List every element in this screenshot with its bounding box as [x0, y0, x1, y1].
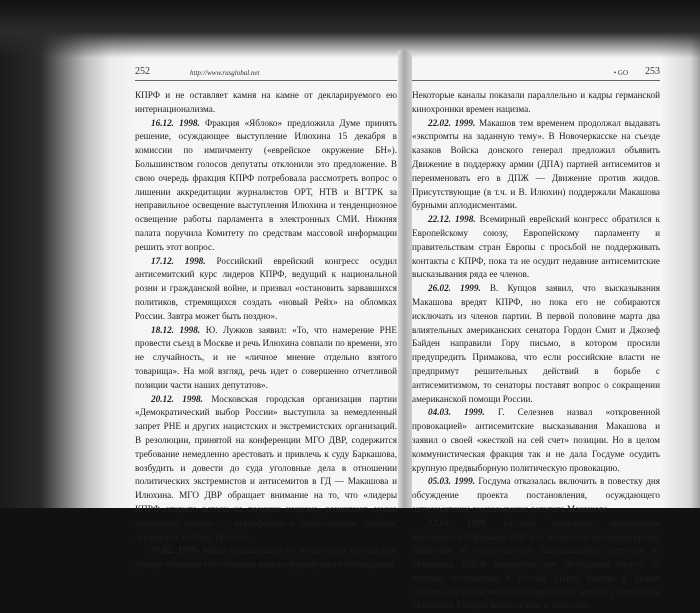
entry-date: 16.12. 1998.	[151, 117, 200, 128]
paragraph-text: Фракция «Яблоко» предложила Думе принять решение, осуждающее выступление Илюхина 15 декабря в комиссии по импичменту («еврейское окружение БН»). Большинством голосов депутаты отклонили это предложение. В свою очередь фракция КПРФ потребовала рассмотреть вопрос о лишении аккредитации журналистов ОРТ, НТВ и ВГТРК за неправильное освещение выступления Илюхина и тенденциозное освещение работы парламента в электронных СМИ. Нижняя палата поручила Комитету по средствам массовой информации решить этот вопрос.	[135, 117, 397, 252]
paragraph	[412, 475, 660, 516]
entry-date: 04.03. 1999.	[428, 407, 485, 418]
left-page	[135, 62, 398, 570]
entry-date: 20.12. 1998.	[151, 393, 203, 404]
paragraph	[412, 517, 660, 613]
paragraph	[412, 213, 660, 282]
paragraph-text: Московская городская организация партии «Демократический выбор России» выступила за немедленный запрет РНЕ и других нацистских и экстремистских организаций. В резолюции, принятой на конференции МГО ДВР, содержится требование немедленно арестовать и привлечь к суду Баркашова, возбудить и довести до суда уголовные дела в отношении политических экстремистов и антисемитов в ГД — Макашова и Илюхина. МГО ДВР обращает внимание на то, что «лидеры КПРФ открыто встали на позиции нацизма, разжигают самые низменные чувства — ксенофобию и антисемитизм, требуют ограничить свободу прессы».	[135, 393, 397, 542]
paragraph-text: Всемирный еврейский конгресс обратился к Европейскому союзу, Европейскому парламенту и правительствам стран Европы с просьбой не поддерживать контакты с КПРФ, пока та не осудит недавние антисемитские высказывания ряда ее членов.	[412, 214, 661, 280]
entry-date: 26.02. 1999.	[428, 283, 481, 294]
paragraph	[412, 406, 660, 475]
paragraph-text: Ю. Лужков заявил: «То, что намерение РНЕ провести съезд в Москве и речь Илюхина совпали по времени, это не случайность, и не «личное мнение отдельно взятого товарища». На мой взгляд, речь идет о совершенно отчетливой позиции части наших депутатов».	[135, 324, 398, 390]
paragraph-text: КПРФ и не оставляет камня на камне от декларируемого ею интернационализма.	[135, 90, 397, 114]
paragraph-text: Макашов тем временем продолжал выдавать «экспромты на заданную тему». В Новочеркасске на съезде казаков Войска донского генерал предложил объявить Движение в поддержку армии (ДПА) партией антисемитов и переименовать его в ДПЖ — Движение против жидов. Присутствующие (в т.ч. и В. Илюхин) поддержали Макашова бурными аплодисментами.	[412, 117, 661, 211]
page-number: 252	[135, 66, 150, 77]
paragraph-text: Российский еврейский конгресс осудил антисемитский курс лидеров КПРФ, ведущий к национальной розни и гражданской войне, и призвал «остановить зарвавшихся политиков, стремящихся создать «новый Рейх» на обломках России. Завтра может быть поздно».	[135, 255, 397, 321]
paragraph	[135, 393, 397, 545]
running-url: http://www.rusglobal.net	[190, 69, 260, 77]
right-page-body	[412, 89, 660, 613]
paragraph	[412, 89, 660, 117]
paragraph-text: Госдума отклонила предложение парламентской фракции НДР рассмотреть на заседании проект заявления об антисемитских высказываниях депутата А. Макашова. КПРФ выдвинула для обсуждения вопрос об истоках экстремизма в России. Перед входом в здание Госдумы собрался несанкционированный митинг сторонников Макашова. Генерал вышел к ним и несколько	[412, 517, 661, 611]
paragraph	[135, 89, 397, 117]
entry-date: 18.12. 1998.	[151, 324, 201, 335]
left-page-body	[135, 89, 397, 572]
entry-date: 17.03. 1999.	[428, 517, 488, 528]
entry-date: 22.02. 1999.	[428, 117, 476, 128]
right-page	[412, 62, 661, 611]
entry-date: 05.03. 1999.	[428, 476, 475, 487]
entry-date: 07.02. 1999.	[151, 545, 199, 556]
paragraph	[135, 324, 397, 393]
paragraph-text: Г. Селезнев назвал «откровенной провокацией» антисемитские высказывания Макашова и заявил о своей «жесткой на сей счет» позиции. Но в целом коммунистическая фракция так и не дала Госдуме осудить крупную предвыборную политическую провокацию.	[412, 407, 660, 473]
right-page-header	[412, 62, 660, 81]
entry-date: 22.12. 1998.	[428, 214, 476, 225]
paragraph-text: Марш баркашовцев по воскресным московским улицам показали все основные каналы французского телевидения.	[135, 545, 398, 570]
paragraph	[135, 544, 397, 572]
left-page-header	[135, 62, 397, 81]
paragraph	[412, 117, 660, 214]
paragraph	[412, 282, 660, 406]
page-number: 253	[645, 66, 660, 77]
paragraph-text: Госдума отказалась включить в повестку дня обсуждение проекта постановления, осуждающего антисемитские высказывания депутата Макашова.	[412, 476, 661, 514]
paragraph	[135, 255, 397, 324]
paragraph-text: Некоторые каналы показали параллельно и кадры германской кинохроники времен нацизма.	[412, 90, 660, 114]
book-gutter	[398, 50, 412, 508]
paragraph-text: В. Купцов заявил, что высказывания Макашова вредят КПРФ, но пока его не собираются исключать из членов партии. В первой половине марта два влиятельных американских сенатора Гордон Смит и Джозеф Байден направили Гору письмо, в котором просили предупредить Примакова, что если российские власти не предпримут решительных действий в борьбе с антисемитизмом, то сенаторы поставят вопрос о сокращении американской помощи России.	[412, 283, 661, 404]
entry-date: 17.12. 1998.	[151, 255, 206, 266]
running-site-mark: • GO	[613, 69, 628, 77]
paragraph	[135, 117, 397, 255]
scan-shadow	[0, 0, 700, 58]
